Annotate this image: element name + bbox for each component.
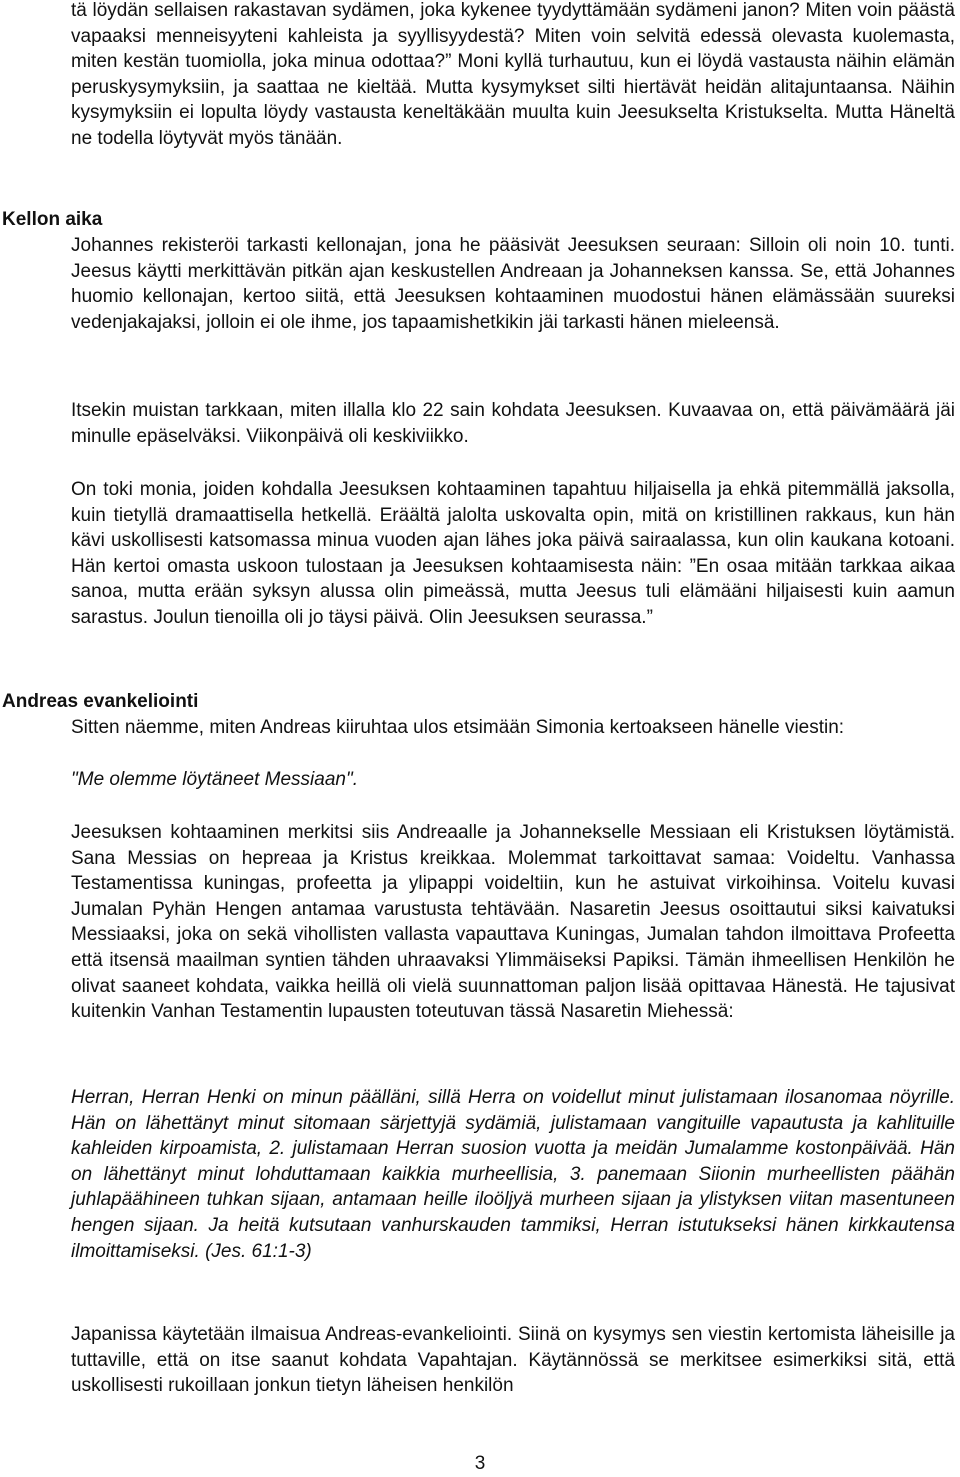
section1-paragraph-1: Johannes rekisteröi tarkasti kellonajan, jona he pääsivät Jeesuksen seuraan: Silloin oli noin 10. tunti. Jeesus käytti merkittävän pitkän ajan keskustellen Andreaan ja Johanneksen kanssa. Se, että Johannes huomio kellonajan, kertoo siitä, että Jeesuksen kohtaaminen muodostui hänen elämässään suureksi vedenjakajaksi, jolloin ei ole ihme, jos tapaamishetkikin jäi tarkasti hänen mieleensä. <box>71 235 955 333</box>
section2-quote: "Me olemme löytäneet Messiaan". <box>71 769 359 790</box>
intro-paragraph: tä löydän sellaisen rakastavan sydämen, joka kykenee tyydyttämään sydämeni janon? Miten voin päästä vapaaksi menneisyyteni kahleista ja syyllisyydestä? Miten voin selvitä edessä olevasta kuolemasta, miten kestän tuomiolla, joka minua odottaa?” Moni kyllä turhautuu, kun ei löydä vastausta näihin elämän peruskysymyksiin, ja saattaa ne kieltää. Mutta kysymykset silti hiertävät heidän alitajuntaansa. Näihin kysymyksiin ei lopulta löydy vastausta keneltäkään muulta kuin Jeesukselta Kristukselta. Mutta Häneltä ne todella löytyvät myös tänään. <box>71 0 955 149</box>
page-number: 3 <box>474 1453 486 1474</box>
section1-paragraph-2: Itsekin muistan tarkkaan, miten illalla klo 22 sain kohdata Jeesuksen. Kuvaavaa on, että päivämäärä jäi minulle epäselväksi. Viikonpäivä oli keskiviikko. <box>71 400 955 447</box>
section2-paragraph-3: Japanissa käytetään ilmaisua Andreas-evankeliointi. Siinä on kysymys sen viestin kertomista läheisille ja tuttaville, että on itse saanut kohdata Vapahtajan. Käytännössä se merkitsee esimerkiksi sitä, että uskollisesti rukoillaan jonkun tietyn läheisen henkilön <box>71 1324 955 1397</box>
section1-paragraph-3: On toki monia, joiden kohdalla Jeesuksen kohtaaminen tapahtuu hiljaisella ja ehkä pitemmällä jaksolla, kuin tietyllä dramaattisella hetkellä. Eräältä jalolta uskovalta opin, mitä on kristillinen rakkaus, kun hän kävi uskollisesti katsomassa minua vuoden ajan lähes joka päivä sairaalassa, kun olin kaukana kotoani. Hän kertoi omasta uskoon tulostaan ja Jeesuksen kohtaamisesta näin: ”En osaa mitään tarkkaa aikaa sanoa, mutta erään syksyn alussa olin pimeässä, mutta Jeesus tuli elämääni hiljaisesti kuin aamun sarastus. Joulun tienoilla oli jo täysi päivä. Olin Jeesuksen seurassa.” <box>71 479 955 628</box>
section2-paragraph-1: Sitten näemme, miten Andreas kiiruhtaa ulos etsimään Simonia kertoakseen hänelle viestin: <box>71 717 845 738</box>
section-heading-andreas-evankeliointi: Andreas evankeliointi <box>2 691 199 712</box>
section2-scripture: Herran, Herran Henki on minun päälläni, sillä Herra on voidellut minut julistamaan ilosanomaa nöyrille. Hän on lähettänyt minut sitomaan särjettyjä sydämiä, julistamaan vangituille vapautusta ja kahlituille kahleiden kirpoamista, 2. julistamaan Herran suosion vuotta ja meidän Jumalamme kostonpäivää. Hän on lähettänyt minut lohduttamaan kaikkia murheellisia, 3. panemaan Siionin murheellisten päähän juhlapäähineen tuhkan sijaan, antamaan heille iloöljyä murheen sijaan ja ylistyksen viitan masentuneen hengen sijaan. Ja heitä kutsutaan vanhurskauden tammiksi, Herran istutukseksi hänen kirkkautensa ilmoittamiseksi. (Jes. 61:1-3) <box>71 1087 955 1262</box>
section2-paragraph-2: Jeesuksen kohtaaminen merkitsi siis Andreaalle ja Johannekselle Messiaan eli Kristuksen löytämistä. Sana Messias on hepreaa ja Kristus kreikkaa. Molemmat tarkoittavat samaa: Voideltu. Vanhassa Testamentissa kuningas, profeetta ja ylipappi voideltiin, kun he astuivat virkoihinsa. Voitelu kuvasi Jumalan Pyhän Hengen antamaa varustusta tehtävään. Nasaretin Jeesus osoittautui siksi kaivatuksi Messiaaksi, joka on sekä vihollisten vallasta vapauttava Kuningas, Jumalan tahdon ilmoittava Profeetta että itsensä maailman syntien tähden uhraavaksi Ylimmäiseksi Papiksi. Tämän ihmeellisen Henkilön he olivat saaneet kohdata, vaikka heillä oli vielä suunnattoman paljon lisää opittavaa Hänestä. He tajusivat kuitenkin Vanhan Testamentin lupausten toteutuvan tässä Nasaretin Miehessä: <box>71 822 955 1023</box>
section-heading-kellon-aika: Kellon aika <box>2 209 103 230</box>
